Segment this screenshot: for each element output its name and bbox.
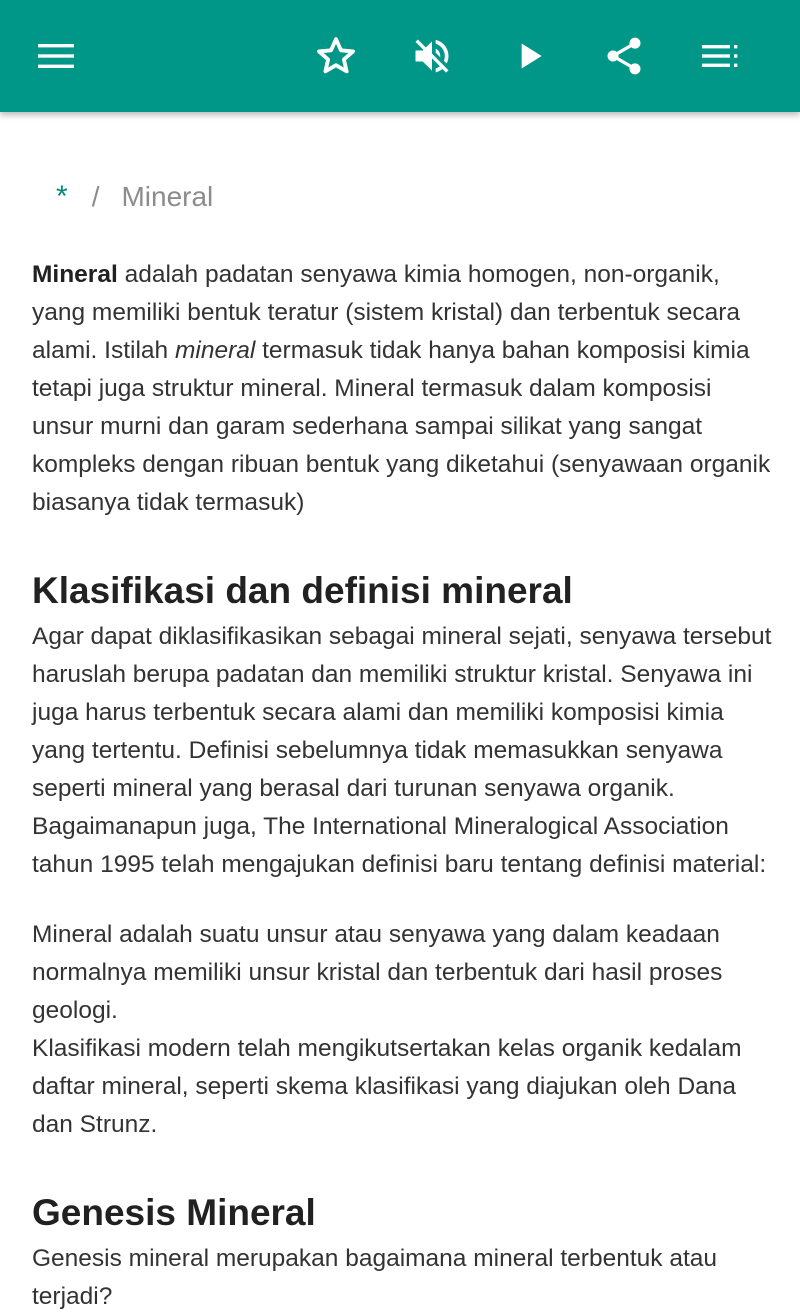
mute-button[interactable] <box>402 26 462 86</box>
section2-paragraph-1: Genesis mineral merupakan bagaimana mineral terbentuk atau terjadi? <box>32 1245 718 1310</box>
app-toolbar <box>0 0 800 112</box>
article-body <box>32 256 772 1316</box>
favorite-button[interactable] <box>306 26 366 86</box>
section1-paragraph-3: Klasifikasi modern telah mengikutsertakan kelas organik kedalam daftar mineral, seperti skema klasifikasi yang diajukan oleh Dana dan Strunz. <box>32 1035 742 1138</box>
breadcrumb <box>56 180 213 214</box>
section1-paragraph-1: Agar dapat diklasifikasikan sebagai mineral sejati, senyawa tersebut haruslah berupa padatan dan memiliki struktur kristal. Senyawa ini juga harus terbentuk secara alami dan memiliki komposisi kimia yang tertentu. Definisi sebelumnya tidak memasukkan senyawa seperti mineral yang berasal dari turunan senyawa organik. Bagaimanapun juga, The International Mineralogical Association tahun 1995 telah mengajukan definisi baru tentang definisi material: <box>32 623 772 878</box>
intro-text-2: termasuk tidak hanya bahan komposisi kimia tetapi juga struktur mineral. Mineral termasuk dalam komposisi unsur murni dan garam sederhana sampai silikat yang sangat kompleks dengan ribuan bentuk yang diketahui (senyawaan organik biasanya tidak termasuk) <box>32 337 771 516</box>
intro-paragraph <box>32 256 772 522</box>
breadcrumb-current: Mineral <box>121 181 214 212</box>
share-icon <box>602 34 646 78</box>
article-content <box>0 112 800 1310</box>
breadcrumb-separator: / <box>91 181 100 212</box>
list-icon <box>700 36 740 76</box>
play-button[interactable] <box>500 26 560 86</box>
share-button[interactable] <box>594 26 654 86</box>
menu-button[interactable] <box>26 26 86 86</box>
star-outline-icon <box>314 34 358 78</box>
intro-text-1: adalah padatan senyawa kimia homogen, non-organik, yang memiliki bentuk teratur (sistem kristal) dan terbentuk secara alami. Istilah <box>32 261 741 364</box>
menu-icon <box>36 36 76 76</box>
section1-paragraph-2: Mineral adalah suatu unsur atau senyawa yang dalam keadaan normalnya memiliki unsur kristal dan terbentuk dari hasil proses geologi. <box>32 921 723 1024</box>
list-button[interactable] <box>690 26 750 86</box>
section-heading-klasifikasi: Klasifikasi dan definisi mineral <box>32 570 573 611</box>
play-icon <box>510 36 550 76</box>
section-heading-genesis: Genesis Mineral <box>32 1192 316 1233</box>
breadcrumb-home-link[interactable]: * <box>56 180 68 213</box>
intro-bold-term: Mineral <box>32 261 118 288</box>
intro-italic-term: mineral <box>174 337 256 364</box>
volume-off-icon <box>410 34 454 78</box>
